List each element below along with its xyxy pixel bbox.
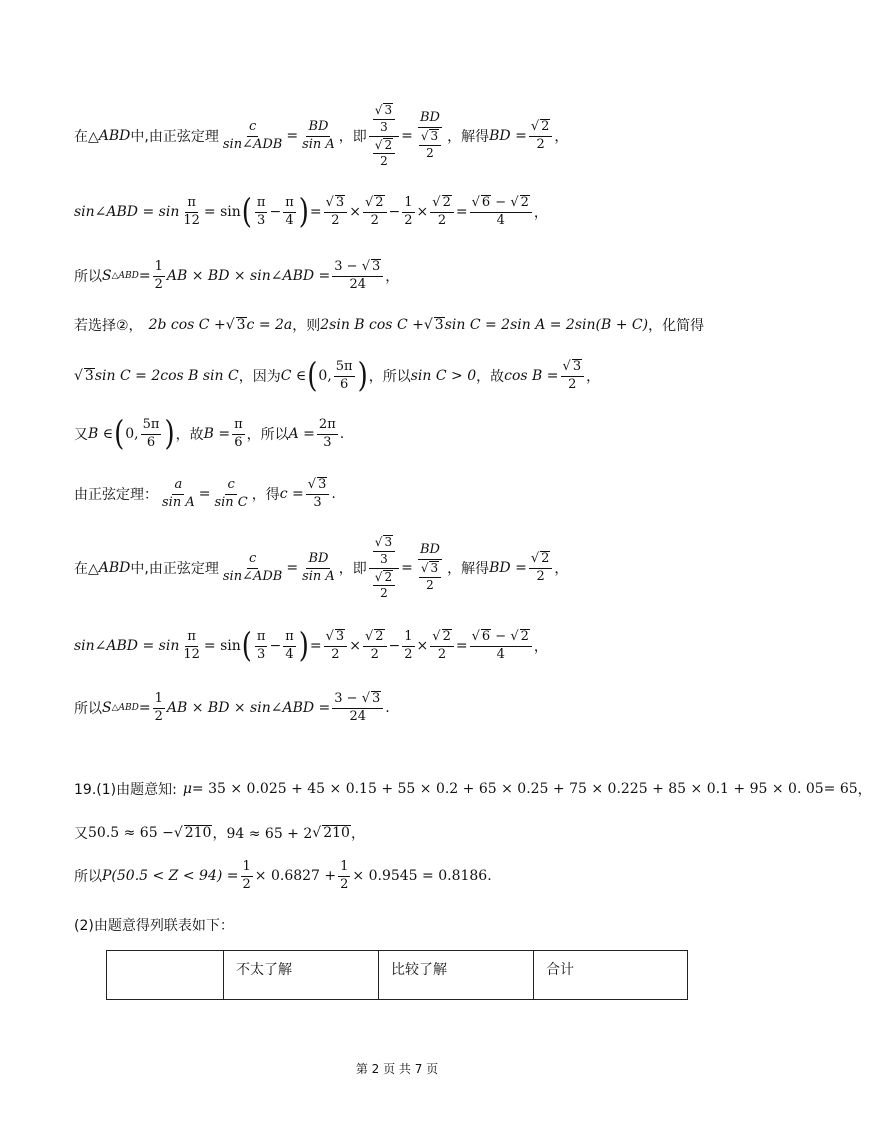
den: sin∠ADB <box>222 136 283 152</box>
radicand: 3 <box>430 129 439 144</box>
text-solve: ，解得 <box>447 561 490 577</box>
num: π <box>255 630 268 647</box>
den: 2 <box>404 646 413 662</box>
num: π <box>185 630 198 647</box>
frac-pi-12 <box>181 630 202 663</box>
radicand: 3 <box>236 316 246 333</box>
angle-b-line <box>74 414 344 454</box>
den: 3 <box>257 646 266 662</box>
num: π <box>255 196 268 213</box>
radicand: 210 <box>323 824 350 841</box>
num: 1 <box>153 260 165 277</box>
frac-sqrt2-over-2 <box>529 551 553 585</box>
den: 24 <box>349 277 367 292</box>
num: 1 <box>241 860 253 877</box>
den: 3 <box>313 495 322 510</box>
e: c = <box>279 486 304 502</box>
den: 6 <box>340 376 349 392</box>
e1: P(50.5 < Z < 94) = <box>102 868 239 884</box>
frac-sqrt2-2 <box>363 629 387 663</box>
compound-fraction <box>369 535 399 601</box>
e2: B = <box>203 426 231 442</box>
text-so: ，所以 <box>246 427 289 443</box>
num: 1 <box>153 692 165 709</box>
fraction-c-over-sinadb <box>221 120 284 153</box>
num: √ 3 <box>324 629 348 647</box>
comma: ， <box>554 129 569 145</box>
frac-sqrt3-over-2 <box>419 129 441 161</box>
lhs: sin∠ABD = sin <box>74 638 180 654</box>
num: √ 3 <box>373 103 395 120</box>
frac-sqrt3-2 <box>324 195 348 229</box>
period: . <box>385 700 390 716</box>
times: × <box>349 204 361 220</box>
eq: = <box>401 128 413 144</box>
num: √ 2 <box>373 138 395 155</box>
text-ie: ，即 <box>338 129 367 145</box>
den: 2 <box>340 876 349 892</box>
times: × <box>349 638 361 654</box>
frac-sqrt6-minus-sqrt2-over-4 <box>470 629 532 663</box>
period: . <box>487 868 492 884</box>
num: BD <box>306 552 330 569</box>
e3: A = <box>288 426 315 442</box>
comma: ， <box>554 561 569 577</box>
bd-eq: BD = <box>489 560 527 576</box>
sin-abd-line-1 <box>74 192 548 232</box>
left-paren: ( <box>241 192 252 232</box>
den: 2 <box>380 154 388 169</box>
num: π <box>283 630 296 647</box>
num: √ 3 <box>373 535 395 552</box>
num: a <box>172 478 184 495</box>
cosb-line: √ 3 sin C = 2cos B sin C ，因为 C ∈ ( 0, $\frac{5\pi}{6}$ ) ，所以 sin C > 0 ，故 cos B = $\frac{√ 3}{2}$ ， <box>74 356 601 396</box>
eq1: 2b cos C + <box>148 317 226 333</box>
den: 2 <box>536 569 545 584</box>
radicand: 2 <box>520 195 529 211</box>
text-by-sine: 中,由正弦定理 <box>130 561 219 577</box>
radicand: 3 <box>572 359 582 375</box>
frac-pi-4 <box>283 630 296 663</box>
fraction-bd-over-sina <box>300 120 337 153</box>
lhs: sin∠ABD = sin <box>74 204 180 220</box>
radicand: 3 <box>430 561 439 576</box>
num-text: 3 − <box>334 691 358 707</box>
num: 1 <box>338 860 350 877</box>
radicand: 2 <box>541 551 550 567</box>
table-row <box>107 951 688 1000</box>
comma: ， <box>586 369 601 385</box>
sub: △ABD <box>111 703 139 713</box>
eq: = <box>138 268 151 284</box>
comma: ， <box>857 782 872 798</box>
den: 6 <box>146 434 156 450</box>
zero: 0, <box>125 426 139 442</box>
text-ie: ，即 <box>338 561 367 577</box>
e2: × 0.6827 + <box>254 868 337 884</box>
choice-2-line: 若选择②， 2b cos C + √ 3 c = 2a ，则 2sin B cos C + √ 3 sin C = 2sin A = 2sin(B + C) ，化简得 <box>74 316 705 334</box>
q19-mean-line <box>74 778 872 800</box>
num: √ 2 <box>373 570 395 587</box>
frac-1-2 <box>402 630 414 663</box>
num: 5π <box>334 360 355 377</box>
q19-part2-line <box>74 914 234 936</box>
eq: = <box>286 128 299 144</box>
num: √ 3 <box>561 359 585 377</box>
eq: = <box>455 638 468 654</box>
minus: − <box>388 204 401 220</box>
frac-sqrt3-2 <box>324 629 348 663</box>
radicand: 3 <box>318 477 327 493</box>
den: 2 <box>568 377 577 392</box>
den: 3 <box>323 434 332 450</box>
text-hence: ，故 <box>175 427 204 443</box>
table-cell: 合计 <box>534 951 688 1000</box>
eq: = <box>309 638 322 654</box>
comma: ， <box>533 205 548 221</box>
text-hence: ，故 <box>476 369 505 385</box>
frac-1-2b <box>338 860 350 893</box>
den: 2 <box>242 876 251 892</box>
eq: = <box>198 486 211 502</box>
table-cell: 不太了解 <box>224 951 379 1000</box>
right-paren: ) <box>357 356 368 396</box>
e1: B ∈ <box>88 426 114 442</box>
right-paren: ) <box>298 626 309 666</box>
e1: 50.5 ≈ 65 − <box>88 825 174 841</box>
num-text: 3 − <box>334 259 358 275</box>
frac-sqrt2-2b <box>430 195 454 229</box>
den <box>369 137 399 170</box>
num: 3 − √ 3 <box>332 691 383 709</box>
frac-sqrt2-2b <box>430 629 454 663</box>
eq2: 2sin B cos C + <box>320 317 424 333</box>
den: 4 <box>285 646 294 662</box>
frac-sqrt6-minus-sqrt2-over-4 <box>470 195 532 229</box>
frac-a-sina <box>160 478 197 511</box>
minus: − <box>495 629 507 645</box>
num: 2π <box>317 418 338 435</box>
left-paren: ( <box>307 356 318 396</box>
q19-label: 19.(1)由题意知: <box>74 782 177 798</box>
e4: cos B = <box>504 368 559 384</box>
text-by-sine: 中,由正弦定理 <box>130 129 219 145</box>
num: c <box>247 120 258 137</box>
num: √ 6 − √ 2 <box>470 629 532 647</box>
num: 5π <box>141 418 162 435</box>
text-so: 所以 <box>74 269 102 285</box>
text-simplify: ，化简得 <box>648 318 705 334</box>
eq-sin: = sin <box>203 638 241 654</box>
text-triangle: 在△ <box>74 129 99 145</box>
text-abd: ABD <box>98 128 131 144</box>
num: 1 <box>402 630 414 647</box>
den: 2 <box>404 212 413 228</box>
law-of-sines-c-line <box>74 474 336 514</box>
text-get: ，得 <box>251 487 280 503</box>
den: 2 <box>370 213 379 228</box>
den: sin C <box>214 494 248 510</box>
radicand: 3 <box>434 316 444 333</box>
text-so: ，所以 <box>368 369 411 385</box>
radicand: 2 <box>375 629 384 645</box>
frac-c-sinc <box>212 478 249 511</box>
num: 3 − √ 3 <box>332 259 383 277</box>
minus: − <box>269 638 282 654</box>
fraction-bd-over-sina <box>300 552 337 585</box>
den: 4 <box>496 647 505 662</box>
frac-sqrt2-over-2 <box>373 570 395 602</box>
times: × <box>416 204 429 220</box>
minus: − <box>388 638 401 654</box>
den: 6 <box>234 434 243 450</box>
compound-fraction <box>369 103 399 169</box>
num: √ 2 <box>529 119 553 137</box>
radicand: 3 <box>371 691 381 707</box>
num: BD <box>418 111 442 128</box>
s: S <box>102 268 112 284</box>
contingency-table <box>106 950 688 1000</box>
minus: − <box>495 195 507 211</box>
num: √ 2 <box>430 629 454 647</box>
comma: ， <box>385 269 400 285</box>
den: 2 <box>154 276 163 292</box>
num: π <box>185 196 198 213</box>
sub: △ABD <box>111 271 139 281</box>
frac-1-2 <box>153 692 165 725</box>
q19-probability-line <box>74 856 492 896</box>
den: 3 <box>380 551 388 566</box>
eq1b: c = 2a <box>246 317 293 333</box>
frac-pi-6 <box>232 418 245 451</box>
mu: μ <box>182 781 192 797</box>
radicand: 3 <box>384 534 393 549</box>
text-law: 由正弦定理： <box>74 487 158 503</box>
e3: × 0.9545 = 0.8186 <box>352 868 488 884</box>
den: 4 <box>496 213 505 228</box>
num: √ 3 <box>419 561 441 578</box>
den: 4 <box>285 212 294 228</box>
text-because: ，因为 <box>238 369 281 385</box>
den: 2 <box>437 213 447 228</box>
left-paren: ( <box>241 626 252 666</box>
frac-sqrt3-over-3 <box>373 535 395 567</box>
den <box>415 560 445 593</box>
radicand: 3 <box>371 259 381 275</box>
eq-sin: = sin <box>203 204 241 220</box>
mean-expr: = 35 × 0.025 + 45 × 0.15 + 55 × 0.2 + 65 × 0.25 + 75 × 0.225 + 85 × 0.1 + 95 × 0. 05= 65 <box>191 781 858 797</box>
radicand: 210 <box>184 824 212 841</box>
den: 2 <box>331 647 340 662</box>
frac-sqrt3-3 <box>306 477 330 511</box>
radicand: 2 <box>442 195 451 211</box>
area-line-2 <box>74 688 390 728</box>
frac-sqrt3-2 <box>561 359 585 393</box>
text-then: ，则 <box>292 318 321 334</box>
text-solve: ，解得 <box>447 129 490 145</box>
frac-1-2 <box>241 860 253 893</box>
num <box>369 535 399 569</box>
den: sin A <box>302 136 335 152</box>
den: sin∠ADB <box>222 568 283 584</box>
mid: AB × BD × sin∠ABD = <box>166 268 331 284</box>
num: π <box>283 196 296 213</box>
frac-1-2 <box>153 260 165 293</box>
den <box>369 569 399 602</box>
text-abd: ABD <box>98 560 131 576</box>
den: sin A <box>302 568 335 584</box>
frac-2pi-3 <box>317 418 338 451</box>
radicand: 2 <box>541 119 550 135</box>
num: √ 2 <box>529 551 553 569</box>
den: 2 <box>154 708 163 724</box>
comma: ， <box>533 639 548 655</box>
left-paren: ( <box>114 414 125 454</box>
text-choice: 若选择②， <box>74 318 143 334</box>
s: S <box>102 700 112 716</box>
text-triangle: 在△ <box>74 561 99 577</box>
zero: 0, <box>318 368 332 384</box>
page-footer: 第 2 页 共 7 页 <box>355 1062 439 1076</box>
period: . <box>331 486 336 502</box>
num: √ 6 − √ 2 <box>470 195 532 213</box>
den: 2 <box>536 137 545 152</box>
den: 2 <box>331 213 340 228</box>
num <box>369 103 399 137</box>
eq: = <box>401 560 413 576</box>
times: × <box>416 638 429 654</box>
mid: AB × BD × sin∠ABD = <box>166 700 331 716</box>
radicand: 6 <box>481 195 491 211</box>
frac-sqrt3-over-2 <box>419 561 441 593</box>
num: √ 2 <box>363 195 387 213</box>
right-paren: ) <box>164 414 175 454</box>
frac-5pi-6 <box>141 418 162 451</box>
den: 2 <box>370 647 379 662</box>
num: c <box>247 552 258 569</box>
eq: = <box>138 700 151 716</box>
frac-area <box>332 259 383 293</box>
e3: sin C > 0 <box>410 368 477 384</box>
radicand: 3 <box>335 195 345 211</box>
eq2b: sin C = 2sin A = 2sin(B + C) <box>444 317 649 333</box>
text-also: 又 <box>74 826 88 842</box>
table-cell <box>107 951 224 1000</box>
comma: ， <box>350 826 365 842</box>
eq: = <box>455 204 468 220</box>
e1b: sin C = 2cos B sin C <box>94 368 239 384</box>
text-so: 所以 <box>74 701 102 717</box>
den: 2 <box>380 586 388 601</box>
table-cell: 比较了解 <box>379 951 534 1000</box>
num: BD <box>418 543 442 560</box>
frac-pi-12 <box>181 196 202 229</box>
law-of-sines-line-2 <box>74 534 569 601</box>
radicand: 2 <box>442 629 451 645</box>
num: c <box>225 478 236 495</box>
den: 24 <box>349 709 367 724</box>
frac-pi-4 <box>283 196 296 229</box>
right-paren: ) <box>298 192 309 232</box>
radicand: 3 <box>384 102 393 117</box>
den: 12 <box>183 646 200 662</box>
num: π <box>232 418 245 435</box>
law-of-sines-line-1 <box>74 102 569 169</box>
num: 1 <box>402 196 414 213</box>
frac-sqrt3-over-3 <box>373 103 395 135</box>
num: BD <box>306 120 330 137</box>
den: 3 <box>257 212 266 228</box>
num: √ 3 <box>306 477 330 495</box>
area-line-1 <box>74 256 399 296</box>
eq: = <box>309 204 322 220</box>
radicand: 3 <box>335 629 345 645</box>
frac-5pi-6 <box>334 360 355 393</box>
radicand: 6 <box>481 629 491 645</box>
compound-fraction-bd <box>415 111 445 161</box>
eq: = <box>286 560 299 576</box>
den: 2 <box>437 647 447 662</box>
radicand: 2 <box>520 629 529 645</box>
den: 2 <box>426 577 434 592</box>
sin-abd-line-2 <box>74 626 548 666</box>
den: 2 <box>426 145 434 160</box>
den: sin A <box>162 494 195 510</box>
period: . <box>339 426 345 442</box>
radicand: 2 <box>384 137 393 152</box>
minus: − <box>269 204 282 220</box>
frac-pi-3 <box>255 196 268 229</box>
fraction-c-over-sinadb <box>221 552 284 585</box>
den <box>415 128 445 161</box>
frac-pi-3 <box>255 630 268 663</box>
text-so: 所以 <box>74 869 102 885</box>
radicand: 2 <box>384 569 393 584</box>
den: 12 <box>183 212 200 228</box>
e2: C ∈ <box>280 368 307 384</box>
num: √ 2 <box>430 195 454 213</box>
num: √ 3 <box>419 129 441 146</box>
compound-fraction-bd <box>415 543 445 593</box>
q19-interval-line: 又 50.5 ≈ 65 − √ 210 ，94 ≈ 65 + 2 √ 210 ， <box>74 824 365 842</box>
e2: ，94 ≈ 65 + 2 <box>212 826 313 842</box>
num: √ 3 <box>324 195 348 213</box>
radicand: 2 <box>375 195 384 211</box>
text-also: 又 <box>74 427 88 443</box>
frac-sqrt2-2 <box>363 195 387 229</box>
den: 3 <box>380 119 388 134</box>
frac-sqrt2-over-2 <box>373 138 395 170</box>
radicand: 3 <box>84 367 94 384</box>
frac-1-2 <box>402 196 414 229</box>
num: √ 2 <box>363 629 387 647</box>
frac-sqrt2-over-2 <box>529 119 553 153</box>
bd-eq: BD = <box>489 128 527 144</box>
part2-text: (2)由题意得列联表如下： <box>74 918 234 934</box>
frac-area <box>332 691 383 725</box>
